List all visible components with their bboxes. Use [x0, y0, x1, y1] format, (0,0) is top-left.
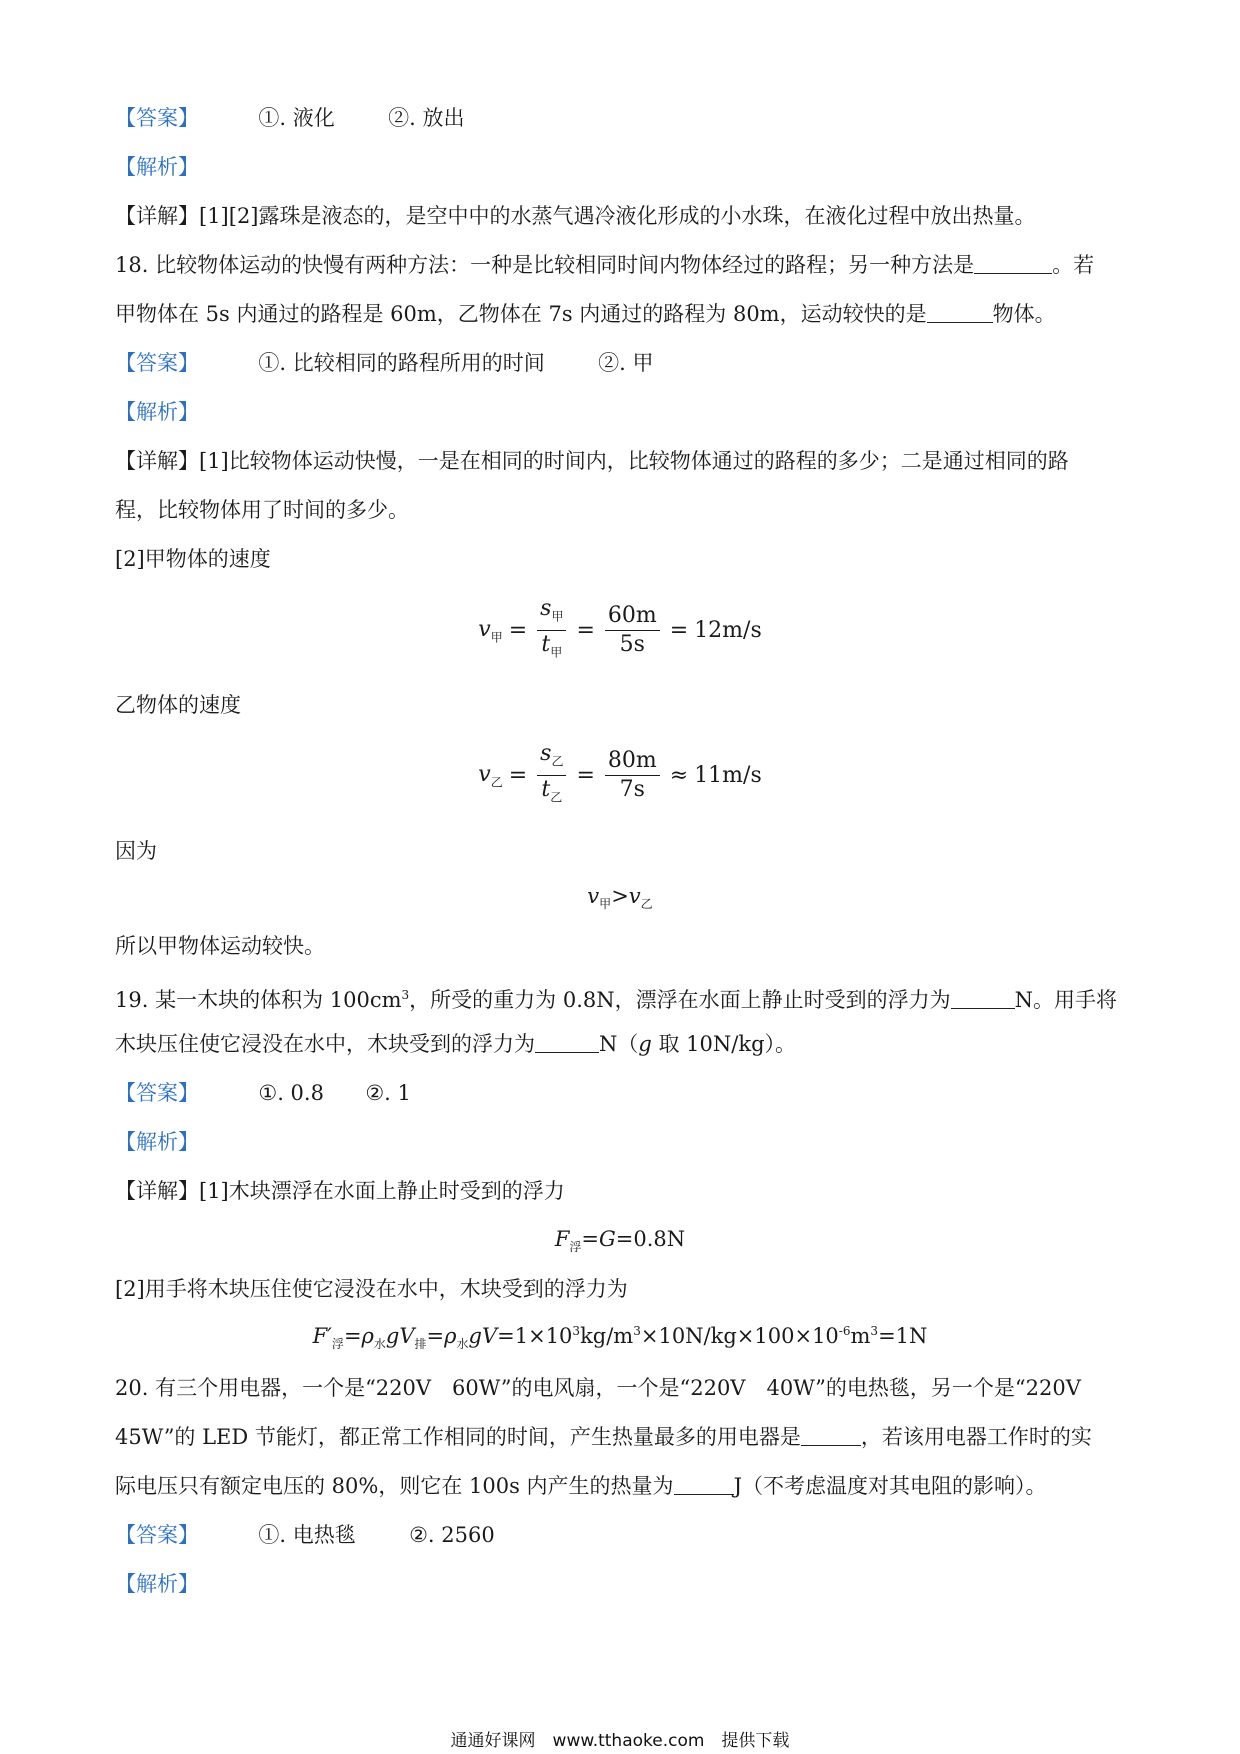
question-line — [115, 250, 1094, 280]
formula-value: =1×10 — [497, 1324, 573, 1348]
question-line — [115, 1422, 1092, 1452]
analysis-row — [115, 397, 199, 427]
question-line — [115, 1471, 1046, 1501]
detail-label: 【详解】 — [115, 1179, 199, 1203]
question-text: N。用手将 — [1014, 988, 1117, 1012]
answer-item: ①. 液化 — [258, 106, 335, 130]
question-text: 。若 — [1052, 253, 1095, 277]
analysis-label: 【解析】 — [115, 155, 199, 179]
formula-value: =0.8N — [615, 1227, 686, 1251]
detail-text: [1][2]露珠是液态的，是空中中的水蒸气遇冷液化形成的小水珠，在液化过程中放出热量。 — [199, 204, 1036, 228]
question-line — [115, 1373, 1081, 1403]
question-text: 19. 某一木块的体积为 100cm — [115, 988, 402, 1012]
question-text: 际电压只有额定电压的 80%，则它在 100s 内产生的热量为 — [115, 1474, 674, 1498]
formula-subscript: 乙 — [550, 790, 563, 805]
footer-watermark: 通通好课网 www.tthaoke.com 提供下载 — [450, 1731, 790, 1751]
answer-row — [115, 348, 653, 378]
formula-subscript: 浮 — [331, 1337, 344, 1352]
detail-text: [1]木块漂浮在水面上静止时受到的浮力 — [199, 1179, 565, 1203]
formula-subscript: 乙 — [490, 775, 503, 790]
formula-subscript: 乙 — [640, 897, 653, 912]
formula-symbol: ρ — [361, 1324, 374, 1348]
formula-subscript: 乙 — [551, 754, 564, 769]
answer-label: 【答案】 — [115, 1523, 199, 1547]
detail-row — [115, 544, 271, 574]
question-text: 木块压住使它浸没在水中，木块受到的浮力为 — [115, 1032, 535, 1056]
answer-item: ①. 0.8 — [258, 1081, 324, 1105]
fraction — [605, 602, 660, 659]
formula-operator: = — [343, 1324, 362, 1348]
formula-speed-a: $v_甲$ = $\frac{s_甲}{t_甲}$ = $\frac{60m}{5s}$ = 12m/s — [0, 595, 1240, 667]
question-text: 物体。 — [992, 302, 1056, 326]
detail-label: 【详解】 — [115, 449, 199, 473]
analysis-row — [115, 1127, 199, 1157]
formula-symbol: v — [478, 616, 491, 642]
formula-value: 5s — [619, 632, 645, 658]
detail-text: 因为 — [115, 839, 157, 863]
formula-speed-b: $v_乙$ = $\frac{s_乙}{t_乙}$ = $\frac{80m}{7s}$ ≈ 11m/s — [0, 740, 1240, 812]
answer-row — [115, 103, 464, 133]
question-text: 甲物体在 5s 内通过的路程是 60m，乙物体在 7s 内通过的路程为 80m，运动较快的是 — [115, 302, 927, 326]
formula-result: 11m/s — [694, 763, 762, 789]
formula-value: 80m — [607, 748, 657, 774]
detail-text: [2]用手将木块压住使它浸没在水中，木块受到的浮力为 — [115, 1277, 628, 1301]
superscript: 3 — [870, 1324, 879, 1338]
detail-row — [115, 690, 241, 720]
speed-comparison — [0, 884, 1240, 912]
detail-text: 所以甲物体运动较快。 — [115, 934, 325, 958]
formula-value: m — [850, 1324, 871, 1348]
answer-item: ②. 2560 — [409, 1523, 495, 1547]
question-line — [115, 299, 1056, 329]
formula-operator: ≈ — [669, 763, 689, 789]
formula-subscript: 甲 — [490, 630, 503, 645]
detail-row — [115, 495, 409, 525]
formula-symbol: v — [587, 884, 600, 908]
question-text: 20. 有三个用电器，一个是“220V 60W”的电风扇，一个是“220V 40W”的电热毯，另一个是“220V — [115, 1376, 1081, 1400]
answer-item: ②. 1 — [365, 1081, 411, 1105]
detail-label: 【详解】 — [115, 204, 199, 228]
answer-item: ②. 放出 — [388, 106, 465, 130]
formula-symbol: gV — [385, 1324, 415, 1348]
formula-operator: > — [611, 884, 629, 908]
formula-subscript: 水 — [373, 1337, 386, 1352]
detail-row — [115, 201, 1036, 231]
buoyancy-equation-1 — [0, 1227, 1240, 1255]
question-text: 18. 比较物体运动的快慢有两种方法：一种是比较相同时间内物体经过的路程；另一种方法是 — [115, 253, 975, 277]
superscript: -6 — [838, 1324, 851, 1338]
detail-row — [115, 446, 1069, 476]
answer-item: ①. 电热毯 — [258, 1523, 356, 1547]
formula-operator: = — [581, 1227, 600, 1251]
formula-symbol: F′ — [312, 1324, 332, 1348]
fraction — [605, 747, 660, 804]
fraction — [537, 740, 566, 812]
formula-value: 60m — [607, 603, 657, 629]
formula-subscript: 排 — [414, 1337, 427, 1352]
question-text: 45W”的 LED 节能灯，都正常工作相同的时间，产生热量最多的用电器是 — [115, 1425, 801, 1449]
answer-blank — [951, 988, 1015, 1009]
question-text: 取 10N/kg）。 — [651, 1032, 797, 1056]
formula-operator: = — [426, 1324, 445, 1348]
formula-value: ×10N/kg×100×10 — [640, 1324, 839, 1348]
question-line — [115, 980, 1117, 1015]
answer-row — [115, 1520, 495, 1550]
fraction — [537, 595, 566, 667]
formula-subscript: 甲 — [599, 897, 612, 912]
formula-symbol: s — [540, 596, 552, 621]
question-line — [115, 1029, 796, 1059]
formula-symbol: v — [478, 761, 491, 787]
formula-symbol: v — [628, 884, 641, 908]
formula-symbol: s — [540, 741, 552, 766]
formula-symbol: t — [541, 632, 551, 658]
formula-operator: = — [669, 618, 689, 644]
answer-item: ①. 比较相同的路程所用的时间 — [258, 351, 545, 375]
question-text: ，若该用电器工作时的实 — [860, 1425, 1092, 1449]
buoyancy-equation-2 — [0, 1324, 1240, 1352]
detail-row — [115, 836, 157, 866]
formula-symbol: gV — [468, 1324, 498, 1348]
formula-subscript: 甲 — [550, 645, 563, 660]
detail-text: 程，比较物体用了时间的多少。 — [115, 498, 409, 522]
formula-subscript: 浮 — [569, 1240, 582, 1255]
formula-value: =1N — [878, 1324, 928, 1348]
formula-subscript: 甲 — [551, 609, 564, 624]
question-text: ，所受的重力为 0.8N，漂浮在水面上静止时受到的浮力为 — [409, 988, 951, 1012]
analysis-label: 【解析】 — [115, 1130, 199, 1154]
analysis-label: 【解析】 — [115, 400, 199, 424]
answer-label: 【答案】 — [115, 106, 199, 130]
superscript: 3 — [633, 1324, 641, 1338]
answer-blank — [674, 1474, 734, 1495]
analysis-row — [115, 1569, 199, 1599]
answer-row — [115, 1078, 411, 1108]
analysis-label: 【解析】 — [115, 1572, 199, 1596]
answer-label: 【答案】 — [115, 351, 199, 375]
analysis-row — [115, 152, 199, 182]
detail-row — [115, 1176, 565, 1206]
formula-symbol: G — [599, 1227, 616, 1251]
formula-result: 12m/s — [694, 618, 762, 644]
formula-symbol: t — [541, 777, 551, 803]
formula-subscript: 水 — [456, 1337, 469, 1352]
question-text: J（不考虑温度对其电阻的影响）。 — [733, 1474, 1047, 1498]
superscript: 3 — [572, 1324, 581, 1338]
formula-symbol: ρ — [444, 1324, 457, 1348]
question-text: N（ — [599, 1032, 639, 1056]
answer-blank — [927, 302, 993, 323]
answer-blank — [801, 1425, 861, 1446]
formula-value: 7s — [619, 777, 645, 803]
superscript: 3 — [401, 988, 410, 1002]
detail-row — [115, 931, 325, 961]
answer-label: 【答案】 — [115, 1081, 199, 1105]
formula-value: kg/m — [580, 1324, 634, 1348]
answer-blank — [974, 253, 1052, 274]
detail-text: [2]甲物体的速度 — [115, 547, 271, 571]
answer-blank — [535, 1032, 599, 1053]
formula-symbol: F — [554, 1227, 570, 1251]
answer-item: ②. 甲 — [598, 351, 654, 375]
detail-text: 乙物体的速度 — [115, 693, 241, 717]
detail-row — [115, 1274, 628, 1304]
detail-text: [1]比较物体运动快慢，一是在相同的时间内，比较物体通过的路程的多少；二是通过相同的路 — [199, 449, 1069, 473]
formula-symbol: g — [638, 1032, 652, 1056]
